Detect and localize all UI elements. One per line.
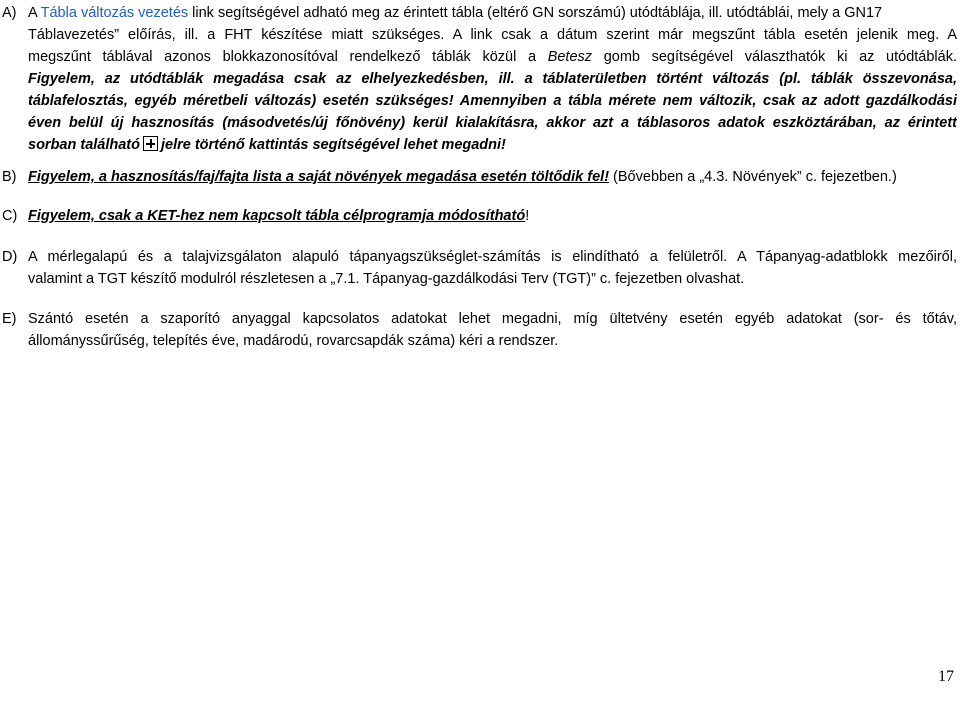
- item-marker: C): [2, 208, 18, 224]
- paragraph-line: Táblavezetés” előírás, ill. a FHT készítése miatt szükséges. A link csak a dátum szerint már megszűnt tábla esetén jelenik meg. A: [28, 27, 957, 43]
- tabla-valtozas-vezetes-link[interactable]: Tábla változás vezetés: [40, 5, 189, 21]
- plus-icon: [143, 136, 158, 151]
- item-marker: D): [2, 249, 18, 265]
- paragraph-line: valamint a TGT készítő modulról részletesen a „7.1. Tápanyag-gazdálkodási Terv (TGT)” c. fejezetben olvashat.: [28, 271, 745, 287]
- warning-line: éven belül új hasznosítás (másodvetés/új főnövény) kerül kialakításra, akkor azt a táblasoros adatok eszköztárában, az érintett: [28, 115, 957, 131]
- item-marker: B): [2, 169, 17, 185]
- paragraph-line: Figyelem, a hasznosítás/faj/fajta lista a saját növények megadása esetén töltődik fel! (Bővebben a „4.3. Növények” c. fejezetben.): [28, 169, 897, 185]
- paragraph-line: Szántó esetén a szaporító anyaggal kapcsolatos adatokat lehet megadni, míg ültetvény esetén egyéb adatokat (sor- és tőtáv,: [28, 311, 957, 327]
- paragraph-line: A mérlegalapú és a talajvizsgálaton alapuló tápanyagszükséglet-számítás is elindítható a felületről. A Tápanyag-adatblokk mezőiről,: [28, 249, 957, 265]
- paragraph-line: A Tábla változás vezetés link segítségével adható meg az érintett tábla (eltérő GN sorszámú) utódtáblája, ill. utódtáblái, mely a GN17: [28, 5, 883, 21]
- warning-line: táblafelosztás, egyéb méretbeli változás) esetén szükséges! Amennyiben a tábla mérete nem változik, csak az adott gazdálkodási: [28, 93, 957, 109]
- betesz-term: Betesz: [547, 49, 593, 65]
- paragraph-line: állományssűrűség, telepítés éve, madárodú, rovarcsapdák száma) kéri a rendszer.: [28, 333, 559, 349]
- page-number: 17: [938, 668, 954, 685]
- paragraph-line: megszűnt táblával azonos blokkazonosítóval rendelkező táblák közül a Betesz gomb segítségével választhatók ki az utódtáblák.: [28, 49, 957, 65]
- item-marker: A): [2, 5, 17, 21]
- item-marker: E): [2, 311, 17, 327]
- warning-line: sorban található jelre történő kattintás segítségével lehet megadni!: [28, 137, 506, 153]
- paragraph-line: Figyelem, csak a KET-hez nem kapcsolt tábla célprogramja módosítható!: [28, 208, 530, 224]
- warning-line: Figyelem, az utódtáblák megadása csak az elhelyezkedésben, ill. a táblaterületben történt változás (pl. táblák összevonása,: [28, 71, 957, 87]
